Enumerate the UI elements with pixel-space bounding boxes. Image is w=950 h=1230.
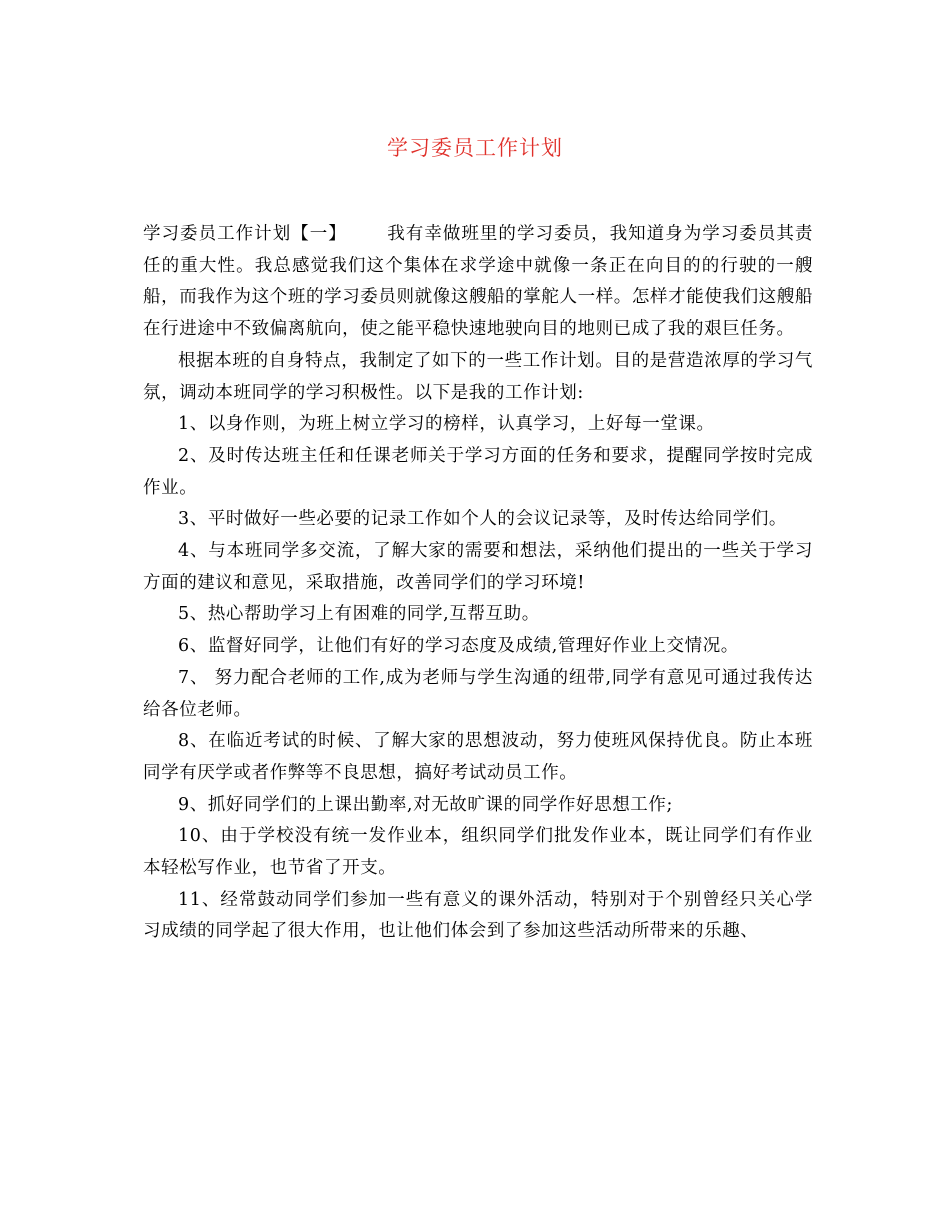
list-item: 8、在临近考试的时候、了解大家的思想波动，努力使班风保持优良。防止本班同学有厌学或者作弊等不良思想，搞好考试动员工作。: [143, 731, 813, 783]
paragraph: 根据本班的自身特点，我制定了如下的一些工作计划。目的是营造浓厚的学习气氛，调动本班同学的学习积极性。以下是我的工作计划:: [143, 350, 813, 403]
paragraph-text: 我有幸做班里的学习委员，我知道身为学习委员其责任的重大性。我总感觉我们这个集体在求学途中就像一条正在向目的的行驶的一艘船，而我作为这个班的学习委员则就像这艘船的掌舵人一样。怎样才能使我们这艘船在行进途中不致偏离航向，使之能平稳快速地驶向目的地则已成了我的艰巨任务。: [143, 224, 813, 340]
list-item: 3、平时做好一些必要的记录工作如个人的会议记录等，及时传达给同学们。: [178, 509, 788, 530]
page-title: 学习委员工作计划: [387, 136, 563, 160]
list-item: 1、以身作则，为班上树立学习的榜样，认真学习，上好每一堂课。: [178, 414, 715, 435]
list-item: 2、及时传达班主任和任课老师关于学习方面的任务和要求，提醒同学按时完成作业。: [143, 445, 813, 498]
list-item: 5、热心帮助学习上有困难的同学,互帮互助。: [178, 604, 540, 625]
list-item: 7、 努力配合老师的工作,成为老师与学生沟通的纽带,同学有意见可通过我传达给各位老师。: [143, 667, 813, 720]
paragraph-intro: [143, 219, 813, 346]
list-item: 6、监督好同学，让他们有好的学习态度及成绩,管理好作业上交情况。: [178, 636, 739, 657]
document-body: [143, 219, 813, 948]
list-item: 10、由于学校没有统一发作业本，组织同学们批发作业本，既让同学们有作业本轻松写作业，也节省了开支。: [143, 826, 813, 879]
list-item: 4、与本班同学多交流，了解大家的需要和想法，采纳他们提出的一些关于学习方面的建议和意见，采取措施，改善同学们的学习环境!: [143, 541, 813, 593]
list-item: 9、抓好同学们的上课出勤率,对无故旷课的同学作好思想工作;: [178, 794, 673, 815]
inline-heading: 学习委员工作计划【一】: [143, 224, 347, 244]
list-item: 11、经常鼓动同学们参加一些有意义的课外活动，特别对于个别曾经只关心学习成绩的同学起了很大作用，也让他们体会到了参加这些活动所带来的乐趣、: [143, 889, 813, 942]
